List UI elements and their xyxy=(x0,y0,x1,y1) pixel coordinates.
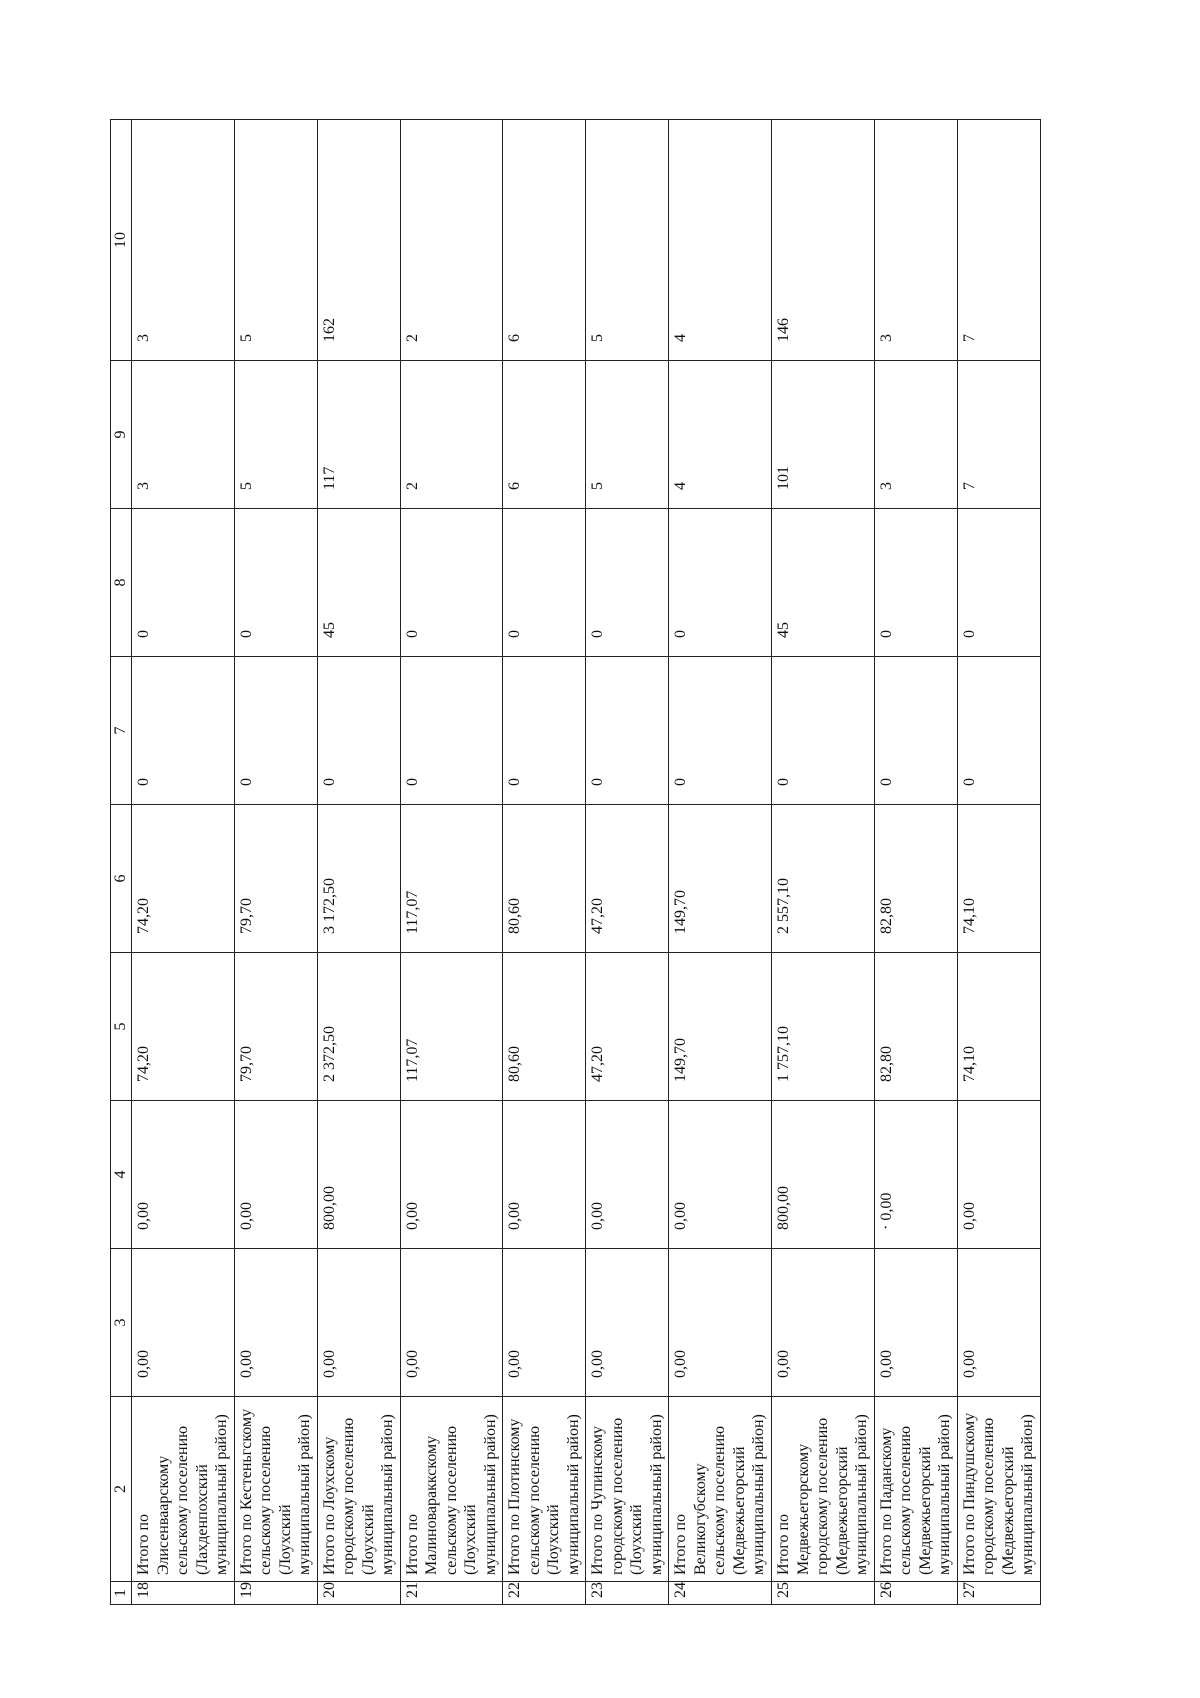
table-row xyxy=(132,120,235,1605)
cell-col-8: 0 xyxy=(132,509,235,657)
cell-col-4: 0,00 xyxy=(586,1101,669,1249)
cell-col-10: 146 xyxy=(771,120,874,361)
column-header: 1 xyxy=(111,1582,132,1605)
cell-col-9: 6 xyxy=(503,361,586,509)
cell-col-10: 7 xyxy=(957,120,1040,361)
cell-col-9: 7 xyxy=(957,361,1040,509)
cell-col-3: 0,00 xyxy=(669,1249,772,1397)
cell-col-7: 0 xyxy=(957,657,1040,805)
cell-col-4: 0,00 xyxy=(400,1101,503,1249)
cell-col-6: 117,07 xyxy=(400,805,503,953)
settlement-name: Итого по Лоухскому городскому поселению (Лоухский муниципальный район) xyxy=(317,1397,400,1582)
cell-col-8: 0 xyxy=(957,509,1040,657)
cell-col-6: 79,70 xyxy=(234,805,317,953)
column-header: 10 xyxy=(111,120,132,361)
cell-col-3: 0,00 xyxy=(771,1249,874,1397)
table-row xyxy=(400,120,503,1605)
cell-col-4: 0,00 xyxy=(234,1101,317,1249)
settlement-name: Итого по Плотинскому сельскому поселению (Лоухский муниципальный район) xyxy=(503,1397,586,1582)
cell-col-10: 4 xyxy=(669,120,772,361)
table-row xyxy=(503,120,586,1605)
cell-col-10: 162 xyxy=(317,120,400,361)
cell-col-3: 0,00 xyxy=(874,1249,957,1397)
cell-col-9: 101 xyxy=(771,361,874,509)
cell-col-10: 5 xyxy=(586,120,669,361)
table-row xyxy=(874,120,957,1605)
cell-col-9: 4 xyxy=(669,361,772,509)
cell-col-9: 2 xyxy=(400,361,503,509)
settlement-name: Итого по Пиндушскому городскому поселению (Медвежьегорский муниципальный район) xyxy=(957,1397,1040,1582)
cell-col-10: 3 xyxy=(874,120,957,361)
cell-col-3: 0,00 xyxy=(503,1249,586,1397)
cell-col-9: 3 xyxy=(132,361,235,509)
settlement-name: Итого по Великогубскому сельскому поселению (Медвежьегорский муниципальный район) xyxy=(669,1397,772,1582)
cell-col-9: 117 xyxy=(317,361,400,509)
cell-col-5: 117,07 xyxy=(400,953,503,1101)
settlement-name: Итого по Малиновараккскому сельскому поселению (Лоухский муниципальный район) xyxy=(400,1397,503,1582)
cell-col-4: 800,00 xyxy=(317,1101,400,1249)
settlement-name: Итого по Кестеньгскому сельскому поселению (Лоухский муниципальный район) xyxy=(234,1397,317,1582)
row-number: 19 xyxy=(234,1582,317,1605)
cell-col-5: 1 757,10 xyxy=(771,953,874,1101)
settlement-name: Итого по Медвежьегорскому городскому поселению (Медвежьегорский муниципальный район) xyxy=(771,1397,874,1582)
table-row xyxy=(234,120,317,1605)
table-row xyxy=(669,120,772,1605)
cell-col-5: 47,20 xyxy=(586,953,669,1101)
cell-col-10: 2 xyxy=(400,120,503,361)
table-row xyxy=(771,120,874,1605)
cell-col-3: 0,00 xyxy=(957,1249,1040,1397)
cell-col-5: 82,80 xyxy=(874,953,957,1101)
cell-col-6: 74,20 xyxy=(132,805,235,953)
table-row xyxy=(317,120,400,1605)
cell-col-3: 0,00 xyxy=(400,1249,503,1397)
cell-col-6: 149,70 xyxy=(669,805,772,953)
row-number: 25 xyxy=(771,1582,874,1605)
row-number: 20 xyxy=(317,1582,400,1605)
cell-col-7: 0 xyxy=(669,657,772,805)
cell-col-10: 3 xyxy=(132,120,235,361)
settlement-name: Итого по Паданскому сельскому поселению (Медвежьегорский муниципальный район) xyxy=(874,1397,957,1582)
cell-col-4: 0,00 xyxy=(957,1101,1040,1249)
cell-col-4: 0,00 xyxy=(669,1101,772,1249)
cell-col-8: 45 xyxy=(771,509,874,657)
cell-col-9: 3 xyxy=(874,361,957,509)
cell-col-8: 0 xyxy=(503,509,586,657)
cell-col-6: 74,10 xyxy=(957,805,1040,953)
cell-col-10: 6 xyxy=(503,120,586,361)
cell-col-5: 2 372,50 xyxy=(317,953,400,1101)
cell-col-6: 80,60 xyxy=(503,805,586,953)
column-header: 5 xyxy=(111,953,132,1101)
cell-col-8: 0 xyxy=(669,509,772,657)
cell-col-6: 47,20 xyxy=(586,805,669,953)
cell-col-7: 0 xyxy=(771,657,874,805)
cell-col-5: 74,20 xyxy=(132,953,235,1101)
cell-col-8: 0 xyxy=(234,509,317,657)
column-header: 9 xyxy=(111,361,132,509)
cell-col-8: 45 xyxy=(317,509,400,657)
settlement-name: Итого по Элисенваарскому сельскому поселению (Лахденпохский муниципальный район) xyxy=(132,1397,235,1582)
cell-col-3: 0,00 xyxy=(132,1249,235,1397)
header-row xyxy=(111,120,132,1605)
cell-col-6: 82,80 xyxy=(874,805,957,953)
cell-col-7: 0 xyxy=(234,657,317,805)
cell-col-8: 0 xyxy=(400,509,503,657)
cell-col-5: 80,60 xyxy=(503,953,586,1101)
column-header: 2 xyxy=(111,1397,132,1582)
rotated-table-page xyxy=(110,120,1065,1605)
cell-col-10: 5 xyxy=(234,120,317,361)
cell-col-8: 0 xyxy=(874,509,957,657)
summary-table xyxy=(110,119,1041,1605)
settlement-name: Итого по Чупинскому городскому поселению (Лоухский муниципальный район) xyxy=(586,1397,669,1582)
cell-col-7: 0 xyxy=(132,657,235,805)
cell-col-9: 5 xyxy=(586,361,669,509)
column-header: 8 xyxy=(111,509,132,657)
cell-col-4: 800,00 xyxy=(771,1101,874,1249)
column-header: 4 xyxy=(111,1101,132,1249)
cell-col-5: 74,10 xyxy=(957,953,1040,1101)
cell-col-5: 79,70 xyxy=(234,953,317,1101)
column-header: 7 xyxy=(111,657,132,805)
row-number: 21 xyxy=(400,1582,503,1605)
table-row xyxy=(957,120,1040,1605)
cell-col-4: 0,00 xyxy=(132,1101,235,1249)
cell-col-3: 0,00 xyxy=(234,1249,317,1397)
cell-col-3: 0,00 xyxy=(586,1249,669,1397)
cell-col-7: 0 xyxy=(586,657,669,805)
cell-col-6: 2 557,10 xyxy=(771,805,874,953)
row-number: 18 xyxy=(132,1582,235,1605)
cell-col-7: 0 xyxy=(874,657,957,805)
cell-col-7: 0 xyxy=(503,657,586,805)
column-header: 6 xyxy=(111,805,132,953)
cell-col-4: 0,00 xyxy=(503,1101,586,1249)
row-number: 22 xyxy=(503,1582,586,1605)
row-number: 23 xyxy=(586,1582,669,1605)
cell-col-7: 0 xyxy=(317,657,400,805)
row-number: 24 xyxy=(669,1582,772,1605)
cell-col-3: 0,00 xyxy=(317,1249,400,1397)
cell-col-7: 0 xyxy=(400,657,503,805)
cell-col-5: 149,70 xyxy=(669,953,772,1101)
cell-col-6: 3 172,50 xyxy=(317,805,400,953)
row-number: 27 xyxy=(957,1582,1040,1605)
cell-col-8: 0 xyxy=(586,509,669,657)
column-header: 3 xyxy=(111,1249,132,1397)
table-row xyxy=(586,120,669,1605)
cell-col-4: · 0,00 xyxy=(874,1101,957,1249)
cell-col-9: 5 xyxy=(234,361,317,509)
row-number: 26 xyxy=(874,1582,957,1605)
